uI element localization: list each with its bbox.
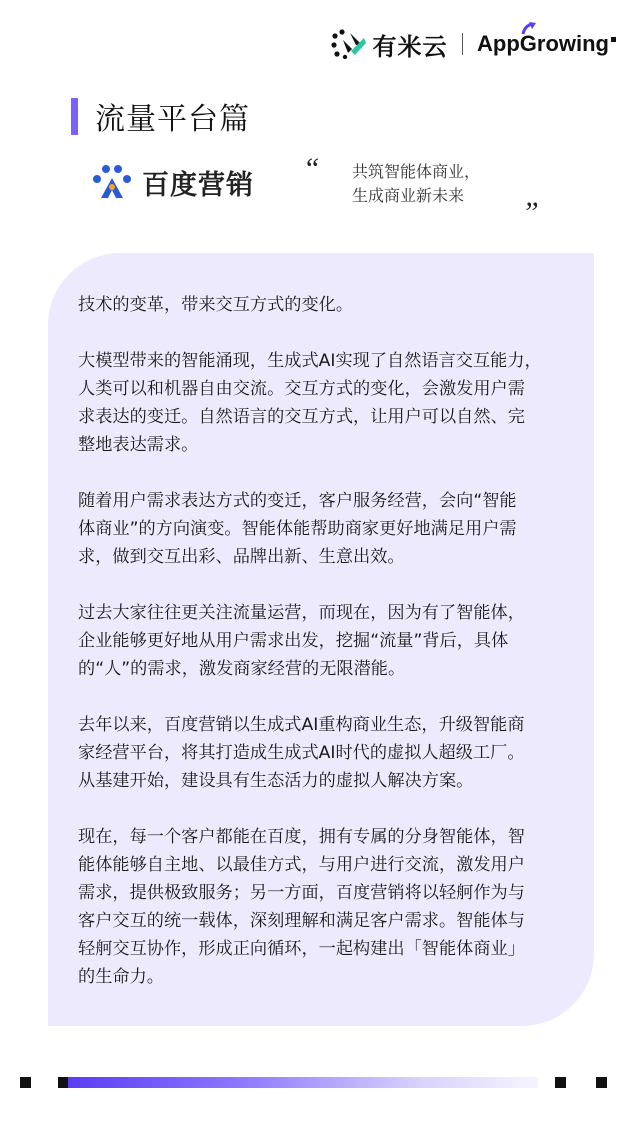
youmi-logo: [331, 27, 448, 62]
title-accent-bar: [71, 98, 78, 135]
paragraph-line: 过去大家往往更关注流量运营，而现在，因为有了智能体，: [78, 603, 525, 623]
paragraph-line: 整地表达需求。: [78, 435, 199, 455]
baidu-paw-icon: [90, 162, 134, 202]
paragraph-line: 客户交互的统一载体，深刻理解和满足客户需求。智能体与: [78, 911, 525, 931]
youmi-logo-icon: [331, 29, 367, 59]
section-title: 流量平台篇: [95, 102, 250, 137]
appgrowing-suffix: rowing: [536, 31, 609, 56]
paragraph-line: 企业能够更好地从用户需求出发，挖掘“流量”背后，具体: [78, 631, 509, 651]
paragraph-line: 求，做到交互出彩、品牌出新、生意出效。: [78, 547, 405, 567]
card-paragraph: [78, 347, 578, 459]
paragraph-line: 需求，提供极致服务；另一方面，百度营销将以轻舸作为与: [78, 883, 525, 903]
paragraph-line: 能体能够自主地、以最佳方式，与用户进行交流，激发用户: [78, 855, 525, 875]
slogan-line-2: 生成商业新未来: [352, 186, 465, 205]
paragraph-line: 的“人”的需求，激发商家经营的无限潜能。: [78, 659, 406, 679]
paragraph-line: 求表达的变迁。自然语言的交互方式，让用户可以自然、完: [78, 407, 525, 427]
paragraph-line: 体商业”的方向演变。智能体能帮助商家更好地满足用户需: [78, 519, 517, 539]
card-paragraph: [78, 487, 578, 571]
footer-square-right-2: [596, 1077, 607, 1088]
card-paragraph: [78, 823, 578, 991]
slogan: [352, 160, 480, 208]
quote-close-mark: ”: [522, 196, 539, 229]
footer-square-right-1: [555, 1077, 566, 1088]
appgrowing-g: [520, 31, 537, 57]
quote-open-mark: “: [303, 152, 320, 185]
brand-bar: [331, 24, 617, 64]
paragraph-line: 的生命力。: [78, 967, 164, 987]
card-paragraph: [78, 599, 578, 683]
paragraph-line: 去年以来，百度营销以生成式AI重构商业生态，升级智能商: [78, 715, 525, 735]
card-paragraph: [78, 711, 578, 795]
paragraph-line: 现在，每一个客户都能在百度，拥有专属的分身智能体，智: [78, 827, 525, 847]
baidu-marketing-logo: [90, 162, 254, 202]
slogan-line-1: 共筑智能体商业，: [352, 162, 481, 181]
paragraph-line: 轻舸交互协作，形成正向循环，一起构建出「智能体商业」: [78, 939, 525, 959]
appgrowing-logo: [477, 31, 616, 57]
paragraph-line: 大模型带来的智能涌现，生成式AI实现了自然语言交互能力，: [78, 351, 542, 371]
growth-arrow-icon: [521, 22, 537, 36]
card-body: [78, 291, 578, 1019]
paragraph-line: 家经营平台，将其打造成生成式AI时代的虚拟人超级工厂。: [78, 743, 525, 763]
appgrowing-prefix: App: [477, 31, 520, 56]
content-card: [48, 253, 594, 1026]
paragraph-line: 人类可以和机器自由交流。交互方式的变化，会激发用户需: [78, 379, 525, 399]
footer-square-left: [20, 1077, 31, 1088]
baidu-marketing-wordmark: 百度营销: [142, 169, 254, 201]
brand-divider: [462, 33, 464, 55]
paragraph-line: 技术的变革，带来交互方式的变化。: [78, 295, 354, 315]
section-header: [71, 94, 250, 138]
youmi-wordmark: 有米云: [372, 32, 448, 61]
paragraph-line: 随着用户需求表达方式的变迁，客户服务经营，会向“智能: [78, 491, 517, 511]
paragraph-line: 从基建开始，建设具有生态活力的虚拟人解决方案。: [78, 771, 474, 791]
card-paragraph: [78, 291, 578, 319]
footer-gradient-bar: [68, 1077, 538, 1088]
appgrowing-g-letter: G: [519, 31, 537, 56]
appgrowing-dot: [611, 37, 616, 42]
